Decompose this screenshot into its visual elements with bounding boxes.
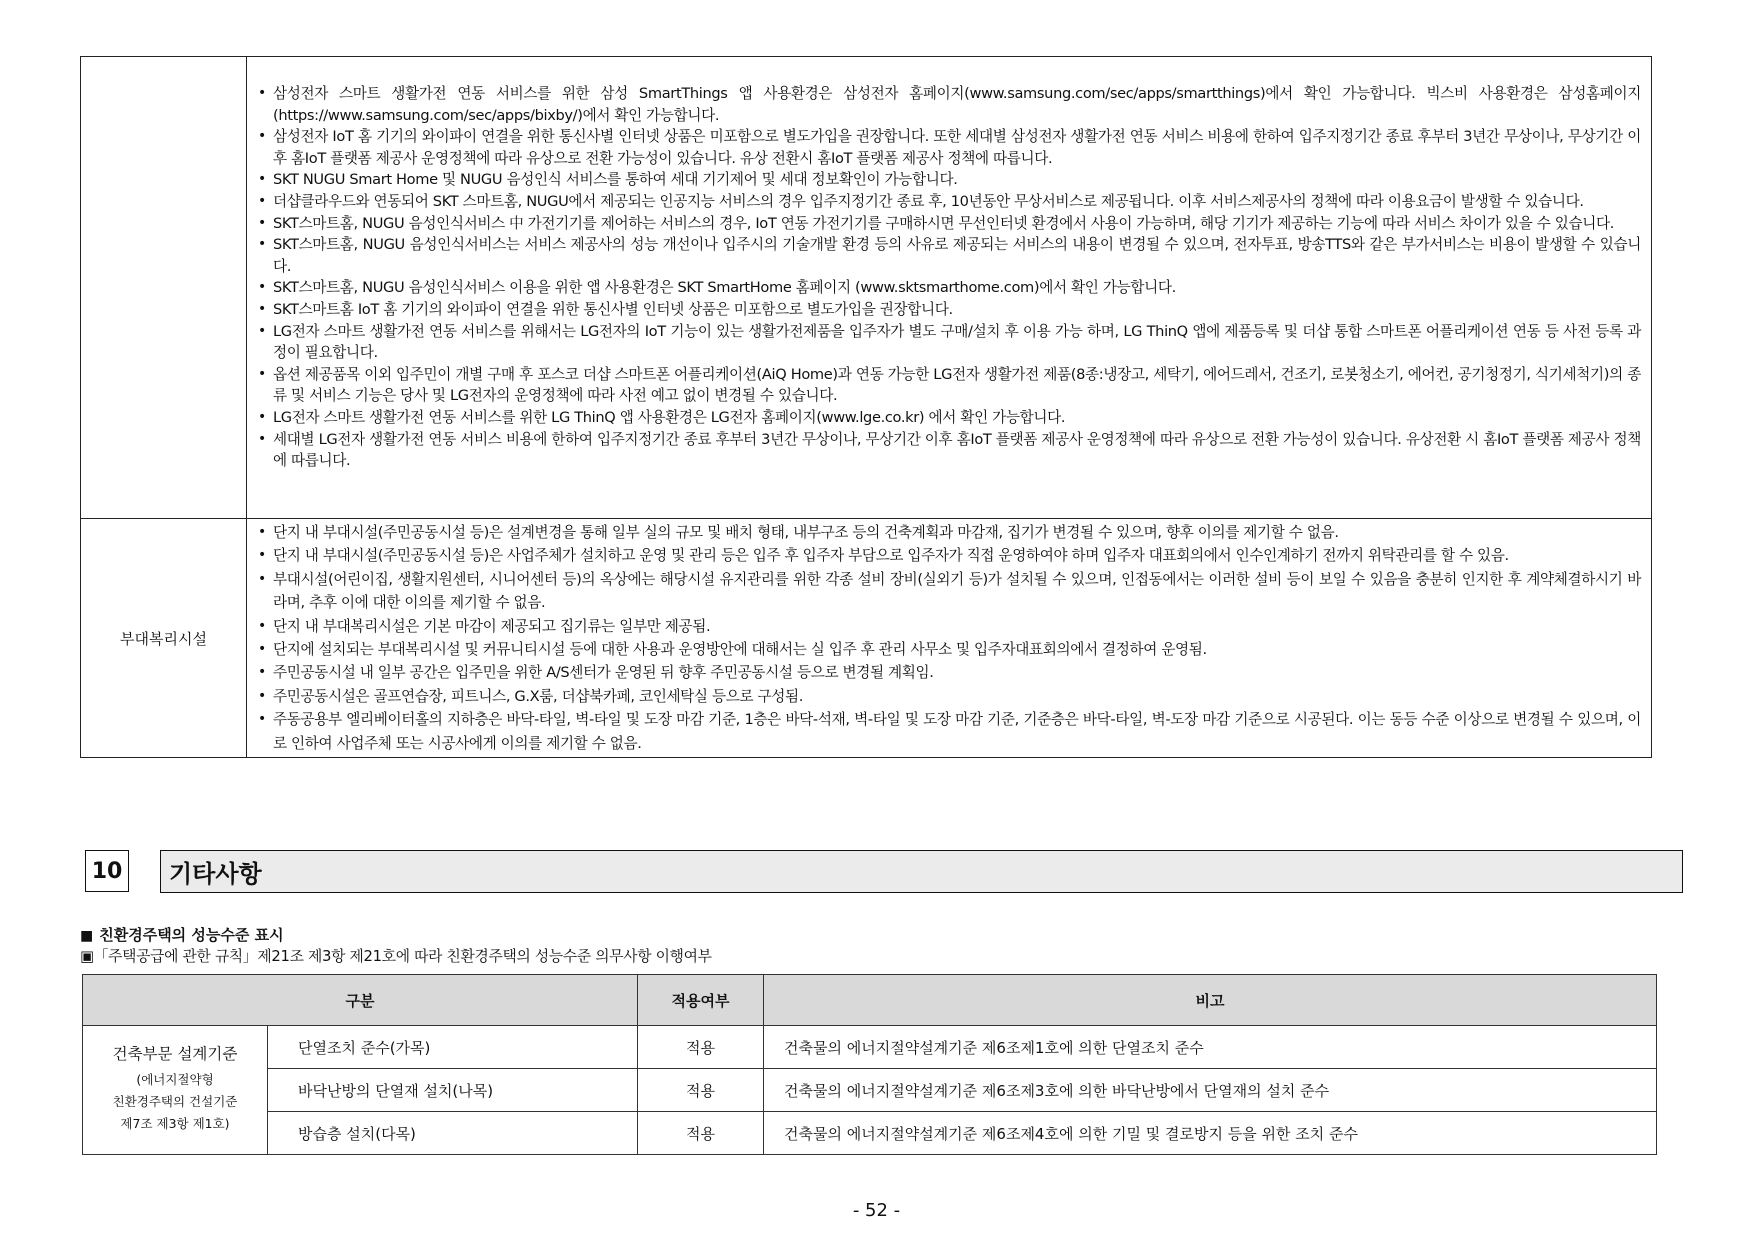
category-sub-line: 친환경주택의 건설기준 [112,1093,238,1109]
list-item: • 세대별 LG전자 생활가전 연동 서비스 비용에 한하여 입주지정기간 종료 후부터 3년간 무상이나, 무상기간 이후 홈IoT 플랫폼 제공사 운영정책에 따라 유상으로 전환 가능성이 있습니다. 유상전환 시 홈IoT 플랫폼 제공사 정책에 따릅니다. [257,429,1641,472]
category-cell [83,1026,268,1155]
smart-home-notice-list [257,83,1641,472]
upper-notice-table [80,56,1652,758]
green-housing-subheading: ▣「주택공급에 관한 규칙」제21조 제3항 제21호에 따라 친환경주택의 성능수준 의무사항 이행여부 [80,948,712,965]
column-header-category: 구분 [83,975,638,1026]
list-item: • SKT스마트홈, NUGU 음성인식서비스 이용을 위한 앱 사용환경은 SKT SmartHome 홈페이지 (www.sktsmarthome.com)에서 확인 가능합니다. [257,277,1641,299]
table-row [83,1112,1657,1155]
list-item: • 주민공동시설은 골프연습장, 피트니스, G.X룸, 더샵북카페, 코인세탁실 등으로 구성됨. [257,685,1641,708]
item-cell: 단열조치 준수(가목) [268,1026,638,1069]
apply-cell: 적용 [638,1026,764,1069]
green-housing-table [82,974,1657,1155]
column-header-note: 비고 [764,975,1657,1026]
list-item: • 단지에 설치되는 부대복리시설 및 커뮤니티시설 등에 대한 사용과 운영방안에 대해서는 실 입주 후 관리 사무소 및 입주자대표회의에서 결정하여 운영됨. [257,638,1641,661]
list-item: • 단지 내 부대복리시설은 기본 마감이 제공되고 집기류는 일부만 제공됨. [257,615,1641,638]
page-number: - 52 - [852,1200,901,1221]
list-item: • 삼성전자 IoT 홈 기기의 와이파이 연결을 위한 통신사별 인터넷 상품은 미포함으로 별도가입을 권장합니다. 또한 세대별 삼성전자 생활가전 연동 서비스 비용에 한하여 입주지정기간 종료 후부터 3년간 무상이나, 무상기간 이후 홈IoT 플랫폼 제공사 운영정책에 따라 유상으로 전환 가능성이 있습니다. 유상 전환시 홈IoT 플랫폼 제공사 정책에 따릅니다. [257,126,1641,169]
list-item: • 단지 내 부대시설(주민공동시설 등)은 사업주체가 설치하고 운영 및 관리 등은 입주 후 입주자 부담으로 입주자가 직접 운영하여야 하며 입주자 대표회의에서 인수인계하기 전까지 위탁관리를 할 수 있음. [257,544,1641,567]
table-row [83,1069,1657,1112]
table-header-row [83,975,1657,1026]
list-item: • LG전자 스마트 생활가전 연동 서비스를 위해서는 LG전자의 IoT 기능이 있는 생활가전제품을 입주자가 별도 구매/설치 후 이용 가능 하며, LG ThinQ 앱에 제품등록 및 더샵 통합 스마트폰 어플리케이션 연동 등 사전 등록 과정이 필요합니다. [257,321,1641,364]
list-item: • 주민공동시설 내 일부 공간은 입주민을 위한 A/S센터가 운영된 뒤 향후 주민공동시설 등으로 변경될 계획임. [257,661,1641,684]
row-label [81,57,247,519]
list-item: • 삼성전자 스마트 생활가전 연동 서비스를 위한 삼성 SmartThings 앱 사용환경은 삼성전자 홈페이지(www.samsung.com/sec/apps/smartthings)에서 확인 가능합니다. 빅스비 사용환경은 삼성홈페이지(https://www.samsung.com/sec/apps/bixby/)에서 확인 가능합니다. [257,83,1641,126]
table-row [83,1026,1657,1069]
note-cell: 건축물의 에너지절약설계기준 제6조제1호에 의한 단열조치 준수 [764,1026,1657,1069]
list-item: • 더샵클라우드와 연동되어 SKT 스마트홈, NUGU에서 제공되는 인공지능 서비스의 경우 입주지정기간 종료 후, 10년동안 무상서비스로 제공됩니다. 이후 서비스제공사의 정책에 따라 이용요금이 발생할 수 있습니다. [257,191,1641,213]
note-cell: 건축물의 에너지절약설계기준 제6조제3호에 의한 바닥난방에서 단열재의 설치 준수 [764,1069,1657,1112]
section-title [160,850,1683,893]
green-housing-heading [80,924,284,945]
list-item: • 주동공용부 엘리베이터홀의 지하층은 바닥-타일, 벽-타일 및 도장 마감 기준, 1층은 바닥-석재, 벽-타일 및 도장 마감 기준, 기준층은 바닥-타일, 벽-도장 마감 기준으로 시공된다. 이는 동등 수준 이상으로 변경될 수 있으며, 이로 인하여 사업주체 또는 시공사에게 이의를 제기할 수 없음. [257,708,1641,755]
row-content [247,519,1652,758]
list-item: • SKT스마트홈, NUGU 음성인식서비스는 서비스 제공사의 성능 개선이나 입주시의 기술개발 환경 등의 사유로 제공되는 서비스의 내용이 변경될 수 있으며, 전자투표, 방송TTS와 같은 부가서비스는 비용이 발생할 수 있습니다. [257,234,1641,277]
note-cell: 건축물의 에너지절약설계기준 제6조제4호에 의한 기밀 및 결로방지 등을 위한 조치 준수 [764,1112,1657,1155]
item-cell: 방습층 설치(다목) [268,1112,638,1155]
category-main: 건축부문 설계기준 [112,1045,238,1064]
apply-cell: 적용 [638,1069,764,1112]
table-row-smart-home [81,57,1652,519]
square-bullet-icon: ■ [80,928,94,944]
row-label: 부대복리시설 [81,519,247,758]
list-item: • 옵션 제공품목 이외 입주민이 개별 구매 후 포스코 더샵 스마트폰 어플리케이션(AiQ Home)과 연동 가능한 LG전자 생활가전 제품(8종:냉장고, 세탁기, 에어드레서, 건조기, 로봇청소기, 에어컨, 공기청정기, 식기세척기)의 종류 및 서비스 기능은 당사 및 LG전자의 운영정책에 따라 사전 예고 없이 변경될 수 있습니다. [257,364,1641,407]
heading-text: 친환경주택의 성능수준 표시 [99,926,284,944]
row-content [247,57,1652,519]
item-cell: 바닥난방의 단열재 설치(나목) [268,1069,638,1112]
welfare-facility-notice-list [257,521,1641,755]
list-item: • SKT스마트홈, NUGU 음성인식서비스 中 가전기기를 제어하는 서비스의 경우, IoT 연동 가전기기를 구매하시면 무선인터넷 환경에서 사용이 가능하며, 해당 기기가 제공하는 기능에 따라 서비스 차이가 있을 수 있습니다. [257,213,1641,235]
section-number: 10 [85,850,129,892]
list-item: • 단지 내 부대시설(주민공동시설 등)은 설계변경을 통해 일부 실의 규모 및 배치 형태, 내부구조 등의 건축계획과 마감재, 집기가 변경될 수 있으며, 향후 이의를 제기할 수 없음. [257,521,1641,544]
list-item: • 부대시설(어린이집, 생활지원센터, 시니어센터 등)의 옥상에는 해당시설 유지관리를 위한 각종 설비 장비(실외기 등)가 설치될 수 있으며, 인접동에서는 이러한 설비 등이 보일 수 있음을 충분히 인지한 후 계약체결하시기 바라며, 추후 이에 대한 이의를 제기할 수 없음. [257,568,1641,615]
section-title-text: 기타사항 [169,860,262,888]
column-header-apply: 적용여부 [638,975,764,1026]
category-sub-line: (에너지절약형 [136,1071,214,1087]
list-item: • SKT NUGU Smart Home 및 NUGU 음성인식 서비스를 통하여 세대 기기제어 및 세대 정보확인이 가능합니다. [257,169,1641,191]
list-item: • LG전자 스마트 생활가전 연동 서비스를 위한 LG ThinQ 앱 사용환경은 LG전자 홈페이지(www.lge.co.kr) 에서 확인 가능합니다. [257,407,1641,429]
list-item: • SKT스마트홈 IoT 홈 기기의 와이파이 연결을 위한 통신사별 인터넷 상품은 미포함으로 별도가입을 권장합니다. [257,299,1641,321]
category-sub-line: 제7조 제3항 제1호) [120,1115,230,1131]
apply-cell: 적용 [638,1112,764,1155]
table-row-welfare-facilities [81,519,1652,758]
